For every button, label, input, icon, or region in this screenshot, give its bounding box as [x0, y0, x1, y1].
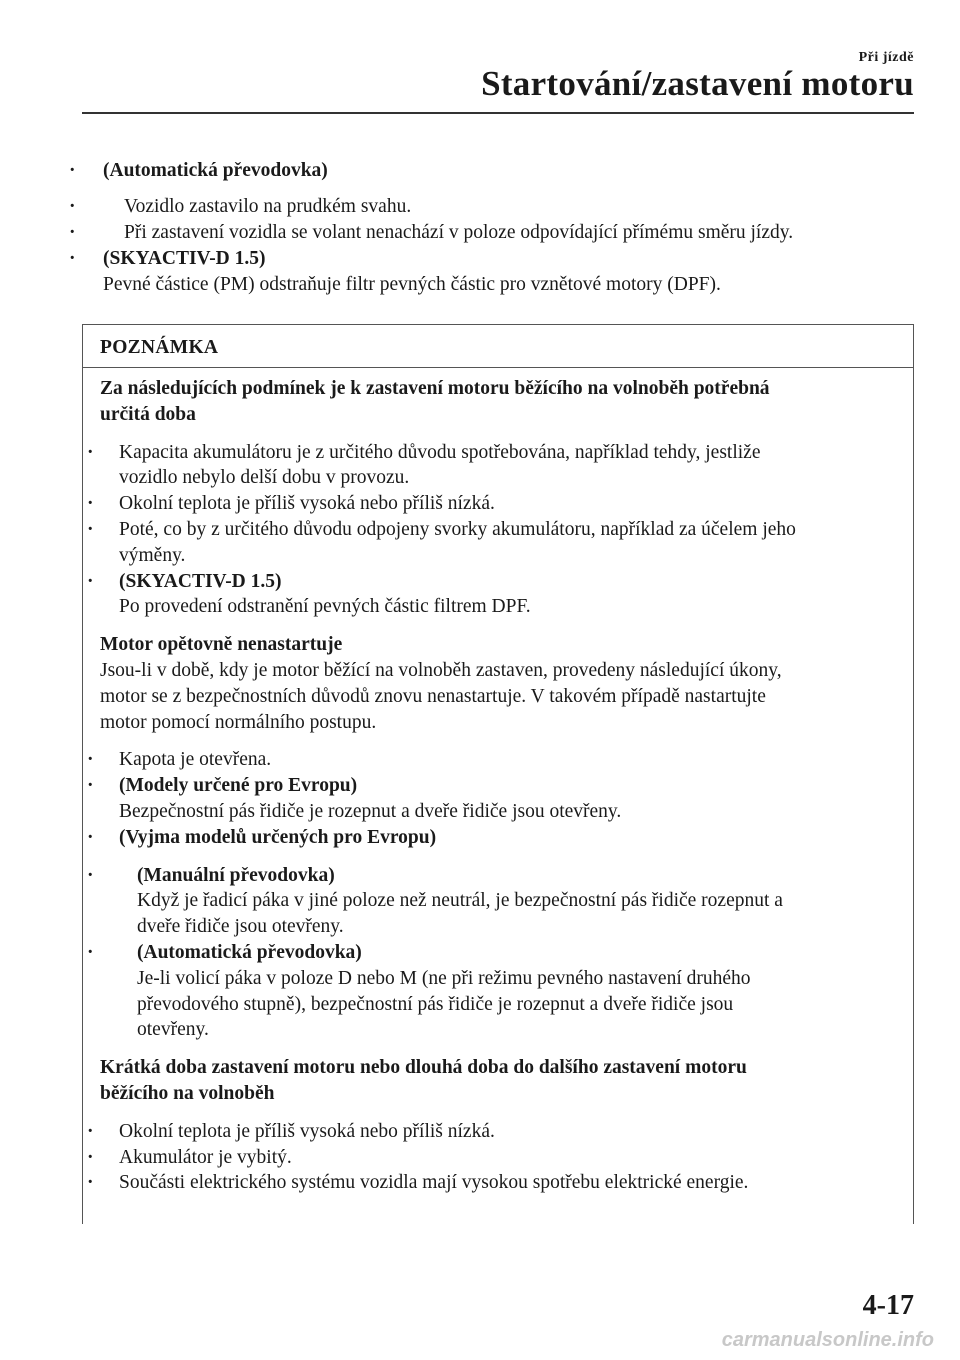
list-item: · Kapota je otevřena. [100, 747, 893, 773]
page-number: 4-17 [862, 1290, 914, 1321]
note-paragraph: Jsou-li v době, kdy je motor běžící na volnoběh zastaven, provedeny následující úkony, [100, 659, 782, 681]
list-item-text: Bezpečnostní pás řidiče je rozepnut a dveře řidiče jsou otevřeny. [119, 800, 622, 822]
list-item-text: Když je řadicí páka v jiné poloze než neutrál, je bezpečnostní pás řidiče rozepnut a [137, 890, 783, 912]
page-title: Startování/zastavení motoru [481, 64, 914, 103]
watermark: carmanualsonline.info [721, 1329, 934, 1351]
list-item: · (Automatická převodovka) [100, 940, 893, 966]
note-subheading: určitá doba [100, 403, 196, 425]
list-item-text: dveře řidiče jsou otevřeny. [137, 916, 344, 938]
note-body [83, 368, 913, 1196]
note-subheading: Za následujících podmínek je k zastavení motoru běžícího na volnoběh potřebná [100, 378, 770, 399]
list-item-text: vozidlo nebylo delší dobu v provozu. [119, 467, 410, 489]
list-item: · (SKYACTIV-D 1.5) [82, 246, 914, 272]
note-subheading: Motor opětovně nenastartuje [100, 634, 343, 656]
note-title: POZNÁMKA [83, 325, 913, 368]
list-item-text: otevřeny. [137, 1019, 209, 1041]
note-box [82, 324, 914, 1224]
list-item-text: Je-li volicí páka v poloze D nebo M (ne při režimu pevného nastavení druhého [137, 967, 751, 989]
list-item: · (Modely určené pro Evropu) [100, 773, 893, 799]
list-item: · (Vyjma modelů určených pro Evropu) [100, 825, 893, 851]
list-item: · Při zastavení vozidla se volant nenachází v poloze odpovídající přímému směru jízdy. [82, 220, 914, 246]
list-item: · Vozidlo zastavilo na prudkém svahu. [82, 194, 914, 220]
header-rule [82, 112, 914, 114]
list-item: · Poté, co by z určitého důvodu odpojeny svorky akumulátoru, například za účelem jeho [100, 517, 893, 543]
note-subheading: běžícího na volnoběh [100, 1082, 275, 1104]
note-paragraph: motor pomocí normálního postupu. [100, 711, 377, 733]
section-label: Při jízdě [858, 50, 914, 65]
list-item: · Kapacita akumulátoru je z určitého důvodu spotřebována, například tehdy, jestliže [100, 440, 893, 466]
intro-block [82, 158, 914, 298]
note-paragraph: motor se z bezpečnostních důvodů znovu nenastartuje. V takovém případě nastartujte [100, 685, 766, 707]
list-item-text: Pevné částice (PM) odstraňuje filtr pevných částic pro vznětové motory (DPF). [103, 274, 721, 295]
list-item: · Okolní teplota je příliš vysoká nebo příliš nízká. [100, 491, 893, 517]
list-item-text: Po provedení odstranění pevných částic filtrem DPF. [119, 596, 531, 618]
list-item-text: převodového stupně), bezpečnostní pás řidiče je rozepnut a dveře řidiče jsou [137, 993, 734, 1015]
note-subheading: Krátká doba zastavení motoru nebo dlouhá doba do dalšího zastavení motoru [100, 1057, 747, 1079]
list-item: · (Manuální převodovka) [100, 863, 893, 889]
list-item: · Okolní teplota je příliš vysoká nebo příliš nízká. [100, 1119, 893, 1145]
list-item-text: výměny. [119, 544, 186, 566]
list-item: · (SKYACTIV-D 1.5) [100, 569, 893, 595]
list-item: · Akumulátor je vybitý. [100, 1145, 893, 1171]
list-item: · Součásti elektrického systému vozidla mají vysokou spotřebu elektrické energie. [100, 1170, 893, 1196]
list-item: · (Automatická převodovka) [82, 158, 914, 184]
